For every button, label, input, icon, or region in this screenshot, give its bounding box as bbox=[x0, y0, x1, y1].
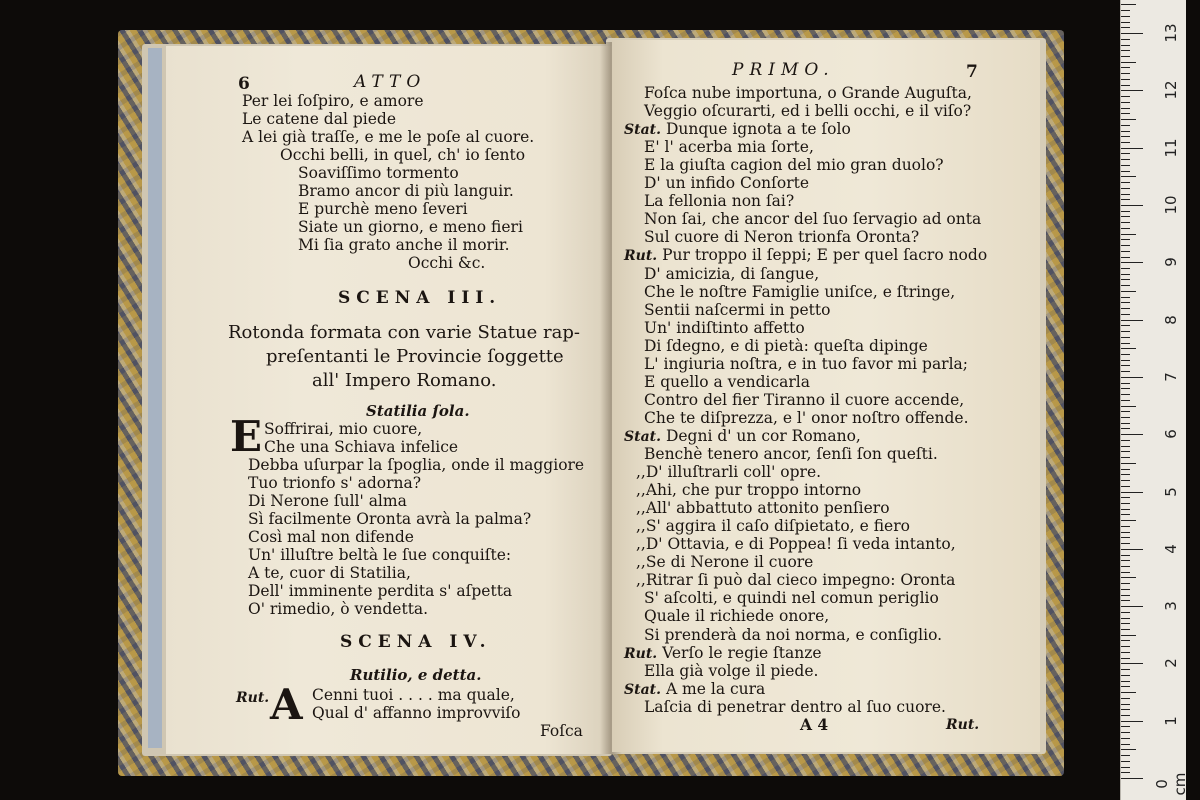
scene-heading: SCENA III. bbox=[338, 288, 502, 308]
ruler-tick bbox=[1121, 50, 1130, 51]
ruler-tick bbox=[1121, 446, 1130, 447]
ruler-tick bbox=[1121, 583, 1130, 584]
verse-line: E purchè meno ſeveri bbox=[298, 200, 468, 218]
dialogue-line bbox=[644, 84, 972, 102]
ruler-tick bbox=[1121, 354, 1130, 355]
ruler-tick bbox=[1121, 274, 1130, 275]
ruler-tick bbox=[1121, 302, 1130, 303]
dialogue-line bbox=[644, 662, 818, 680]
ruler-tick bbox=[1121, 239, 1130, 240]
ruler-tick bbox=[1121, 119, 1136, 120]
ruler-number: 11 bbox=[1162, 138, 1180, 158]
ruler-tick bbox=[1121, 400, 1130, 401]
ruler-tick bbox=[1121, 108, 1130, 109]
verse-line: Di Nerone ſull' alma bbox=[248, 492, 407, 510]
ruler-tick bbox=[1121, 480, 1130, 481]
line-text: ,,Ahi, che pur troppo intorno bbox=[636, 481, 862, 500]
ruler-tick bbox=[1121, 492, 1143, 493]
ruler-tick bbox=[1121, 440, 1130, 441]
character-list: Statilia ſola. bbox=[366, 402, 470, 420]
line-text: Si prenderà da noi norma, e conſiglio. bbox=[644, 625, 943, 644]
verse-line: Tuo trionfo s' adorna? bbox=[248, 474, 422, 492]
scene-heading: SCENA IV. bbox=[340, 632, 492, 652]
ruler-tick bbox=[1121, 27, 1130, 28]
ruler-tick bbox=[1121, 73, 1130, 74]
ruler-tick bbox=[1121, 618, 1130, 619]
running-head: ATTO bbox=[354, 72, 427, 92]
line-text: Ella già volge il piede. bbox=[644, 661, 819, 680]
right-page bbox=[612, 40, 1040, 752]
ruler-tick bbox=[1121, 228, 1130, 229]
ruler-tick bbox=[1121, 360, 1130, 361]
ruler-tick bbox=[1121, 537, 1130, 538]
ruler-tick bbox=[1121, 22, 1130, 23]
scene-description: all' Impero Romano. bbox=[312, 370, 497, 391]
line-text: E quello a vendicarla bbox=[644, 372, 810, 391]
ruler-tick bbox=[1121, 171, 1130, 172]
ruler-tick bbox=[1121, 469, 1130, 470]
ruler-tick bbox=[1121, 640, 1130, 641]
dialogue-line bbox=[644, 192, 794, 210]
ruler-tick bbox=[1121, 715, 1130, 716]
ruler-tick bbox=[1121, 285, 1130, 286]
line-text: Verſo le regie ſtanze bbox=[662, 643, 822, 662]
ruler-tick bbox=[1121, 388, 1130, 389]
ruler-tick bbox=[1121, 136, 1130, 137]
ruler-tick bbox=[1121, 606, 1143, 607]
line-text: Laſcia di penetrar dentro al ſuo cuore. bbox=[644, 697, 946, 716]
ruler-tick bbox=[1121, 131, 1130, 132]
ruler-tick bbox=[1121, 577, 1136, 578]
ruler-tick bbox=[1121, 279, 1130, 280]
ruler-tick bbox=[1121, 503, 1130, 504]
ruler-tick bbox=[1121, 297, 1130, 298]
dialogue-line bbox=[644, 319, 805, 337]
verse-line: O' rimedio, ò vendetta. bbox=[248, 600, 429, 618]
ruler-tick bbox=[1121, 343, 1130, 344]
line-text: Foſca nube importuna, o Grande Auguſta, bbox=[644, 84, 972, 102]
line-text: Quale il richiede onore, bbox=[644, 607, 830, 626]
ruler-tick bbox=[1121, 423, 1130, 424]
dialogue-line bbox=[644, 355, 968, 373]
ruler-tick bbox=[1121, 325, 1130, 326]
ruler-tick bbox=[1121, 113, 1130, 114]
ruler-tick bbox=[1121, 629, 1130, 630]
ruler-tick bbox=[1121, 555, 1130, 556]
ruler-tick bbox=[1121, 102, 1130, 103]
dialogue-line bbox=[636, 535, 956, 553]
ruler-tick bbox=[1121, 222, 1130, 223]
dialogue-line bbox=[644, 626, 942, 644]
ruler-tick bbox=[1121, 675, 1130, 676]
ruler-tick bbox=[1121, 589, 1130, 590]
line-text: Dunque ignota a te ſolo bbox=[665, 120, 851, 139]
ruler-unit-label: 0 cm bbox=[1153, 772, 1189, 796]
ruler-number: 4 bbox=[1162, 544, 1180, 554]
catchword: Rut. bbox=[946, 717, 980, 733]
ruler-tick bbox=[1121, 669, 1130, 670]
dialogue-line bbox=[636, 553, 813, 571]
verse-line: Bramo ancor di più languir. bbox=[298, 182, 514, 200]
ruler-tick bbox=[1121, 365, 1130, 366]
line-text: Un' indiſtinto affetto bbox=[644, 318, 805, 337]
verse-line: Soaviſſimo tormento bbox=[298, 164, 459, 182]
ruler-tick bbox=[1121, 148, 1143, 149]
ruler-tick bbox=[1121, 772, 1130, 773]
line-text: Degni d' un cor Romano, bbox=[665, 426, 861, 445]
ruler-tick bbox=[1121, 211, 1130, 212]
dialogue-line bbox=[644, 391, 964, 409]
verse-line: A lei già traſſe, e me le poſe al cuore. bbox=[242, 128, 535, 146]
ruler-tick bbox=[1121, 394, 1130, 395]
ruler-tick bbox=[1121, 142, 1130, 143]
ruler-tick bbox=[1121, 291, 1136, 292]
ruler-tick bbox=[1121, 532, 1130, 533]
verse-line: Che una Schiava infelice bbox=[264, 438, 459, 456]
ruler-tick bbox=[1121, 566, 1130, 567]
ruler-tick bbox=[1121, 692, 1136, 693]
ruler-tick bbox=[1121, 268, 1130, 269]
line-text: ,,All' abbattuto attonito penſiero bbox=[636, 499, 890, 518]
line-text: D' amicizia, di ſangue, bbox=[644, 264, 820, 283]
left-page bbox=[166, 46, 612, 754]
ruler-tick bbox=[1121, 245, 1130, 246]
ruler-tick bbox=[1121, 383, 1130, 384]
ruler-tick bbox=[1121, 90, 1143, 91]
ruler-number: 7 bbox=[1162, 372, 1180, 382]
ruler-number: 2 bbox=[1162, 658, 1180, 669]
line-text: Che le noſtre Famiglie uniſce, e ſtringe, bbox=[644, 282, 956, 301]
speaker-label: Rut. bbox=[624, 645, 658, 662]
ruler-tick bbox=[1121, 457, 1130, 458]
ruler-tick bbox=[1121, 308, 1130, 309]
ruler-tick bbox=[1121, 635, 1136, 636]
speaker-label: Rut. bbox=[236, 690, 270, 706]
dialogue-line bbox=[644, 607, 829, 625]
line-text: E la giuſta cagion del mio gran duolo? bbox=[644, 156, 944, 175]
ruler-tick bbox=[1121, 595, 1130, 596]
character-list: Rutilio, e detta. bbox=[350, 666, 482, 684]
line-text: ,,Se di Nerone il cuore bbox=[636, 553, 814, 572]
ruler-tick bbox=[1121, 125, 1130, 126]
speaker-label: Stat. bbox=[624, 122, 661, 139]
dialogue-line bbox=[644, 174, 809, 192]
line-text: Pur troppo il ſeppi; E per quel ſacro nodo bbox=[662, 246, 988, 265]
line-text: S' aſcolti, e quindi nel comun periglio bbox=[644, 589, 939, 608]
dialogue-line bbox=[644, 265, 819, 283]
ruler-tick bbox=[1121, 205, 1143, 206]
verse-line: Debba uſurpar la ſpoglia, onde il maggiore bbox=[248, 456, 585, 474]
ruler-tick bbox=[1121, 62, 1136, 63]
verse-line: Siate un giorno, e meno fieri bbox=[298, 218, 523, 236]
ruler-tick bbox=[1121, 182, 1130, 183]
ruler-tick bbox=[1121, 411, 1130, 412]
ruler-tick bbox=[1121, 406, 1136, 407]
verse-line: Mi ſia grato anche il morir. bbox=[298, 236, 510, 254]
ruler-tick bbox=[1121, 709, 1130, 710]
ruler-tick bbox=[1121, 744, 1130, 745]
ruler-tick bbox=[1121, 652, 1130, 653]
ruler-tick bbox=[1121, 165, 1130, 166]
line-text: Non ſai, che ancor del ſuo ſervagio ad onta bbox=[644, 210, 982, 229]
line-text: L' ingiuria noſtra, e in tuo favor mi parla; bbox=[644, 354, 969, 373]
ruler-tick bbox=[1121, 761, 1130, 762]
speaker-label: Stat. bbox=[624, 681, 661, 698]
verse-line: Sì facilmente Oronta avrà la palma? bbox=[248, 510, 532, 528]
ruler-tick bbox=[1121, 686, 1130, 687]
ruler-tick bbox=[1121, 451, 1130, 452]
line-text: Veggio oſcurarti, ed i belli occhi, e il viſo? bbox=[644, 102, 972, 121]
ruler-tick bbox=[1121, 176, 1136, 177]
ruler-tick bbox=[1121, 767, 1130, 768]
dialogue-line bbox=[644, 698, 946, 716]
dialogue-line bbox=[644, 210, 981, 228]
verse-line: Per lei ſoſpiro, e amore bbox=[242, 92, 424, 110]
ruler-tick bbox=[1121, 4, 1136, 5]
ruler-tick bbox=[1121, 199, 1130, 200]
verse-line: Qual d' affanno improvviſo bbox=[312, 704, 521, 722]
ruler-tick bbox=[1121, 314, 1130, 315]
line-text: Sentii naſcermi in petto bbox=[644, 300, 831, 319]
verse-line: Dell' imminente perdita s' aſpetta bbox=[248, 582, 513, 600]
ruler-tick bbox=[1121, 474, 1130, 475]
verse-line: Occhi &c. bbox=[408, 254, 486, 272]
ruler-tick bbox=[1121, 188, 1130, 189]
ruler-tick bbox=[1121, 623, 1130, 624]
ruler-tick bbox=[1121, 704, 1130, 705]
line-text: A me la cura bbox=[665, 679, 766, 698]
line-text: ,,D' illuſtrarli coll' opre. bbox=[636, 463, 822, 482]
ruler-tick bbox=[1121, 721, 1143, 722]
line-text: ,,Ritrar ſi può dal cieco impegno: Oronta bbox=[636, 571, 956, 590]
ruler-tick bbox=[1121, 749, 1136, 750]
ruler-tick bbox=[1121, 45, 1130, 46]
ruler-tick bbox=[1121, 658, 1130, 659]
dialogue-line bbox=[624, 120, 851, 139]
dialogue-line bbox=[636, 463, 821, 481]
line-text: Sul cuore di Neron trionfa Oronta? bbox=[644, 228, 920, 247]
ruler-tick bbox=[1121, 96, 1130, 97]
ruler-tick bbox=[1121, 371, 1130, 372]
ruler-number: 10 bbox=[1162, 195, 1180, 215]
dialogue-line bbox=[644, 138, 814, 156]
ruler-tick bbox=[1121, 85, 1130, 86]
dialogue-line bbox=[644, 102, 971, 120]
dialogue-line bbox=[644, 228, 919, 246]
ruler-tick bbox=[1121, 526, 1130, 527]
left-page-edge bbox=[148, 48, 162, 748]
dialogue-line bbox=[624, 680, 765, 699]
drop-cap: A bbox=[270, 680, 303, 729]
ruler-tick bbox=[1121, 560, 1130, 561]
ruler-number: 3 bbox=[1162, 601, 1180, 611]
running-head: PRIMO. bbox=[732, 60, 835, 80]
ruler-tick bbox=[1121, 778, 1143, 779]
verse-line: Cenni tuoi . . . . ma quale, bbox=[312, 686, 515, 704]
ruler-tick bbox=[1121, 320, 1143, 321]
ruler-tick bbox=[1121, 663, 1143, 664]
ruler-tick bbox=[1121, 732, 1130, 733]
ruler-number: 6 bbox=[1162, 429, 1180, 439]
dialogue-line bbox=[644, 156, 944, 174]
ruler-tick bbox=[1121, 600, 1130, 601]
ruler-tick bbox=[1121, 251, 1130, 252]
ruler-tick bbox=[1121, 572, 1130, 573]
dialogue-line bbox=[636, 481, 861, 499]
ruler-tick bbox=[1121, 33, 1143, 34]
ruler-tick bbox=[1121, 681, 1130, 682]
ruler-tick bbox=[1121, 16, 1130, 17]
ruler-tick bbox=[1121, 417, 1130, 418]
ruler-tick bbox=[1121, 520, 1136, 521]
catchword: Foſca bbox=[540, 722, 583, 740]
dialogue-line bbox=[636, 499, 890, 517]
verse-line: Le catene dal piede bbox=[242, 110, 396, 128]
ruler-tick bbox=[1121, 262, 1143, 263]
speaker-label: Stat. bbox=[624, 428, 661, 445]
dialogue-line bbox=[636, 517, 910, 535]
ruler-number: 12 bbox=[1162, 80, 1180, 100]
page-number: 7 bbox=[966, 62, 978, 82]
ruler-tick bbox=[1121, 159, 1130, 160]
dialogue-line bbox=[624, 246, 987, 265]
ruler-tick bbox=[1121, 726, 1130, 727]
ruler-tick bbox=[1121, 39, 1130, 40]
ruler-tick bbox=[1121, 348, 1136, 349]
ruler-tick bbox=[1121, 216, 1130, 217]
ruler-tick bbox=[1121, 67, 1130, 68]
line-text: ,,D' Ottavia, e di Poppea! ſi veda intanto, bbox=[636, 535, 956, 554]
line-text: D' un infido Conſorte bbox=[644, 174, 810, 193]
speaker-label: Rut. bbox=[624, 248, 658, 265]
line-text: ,,S' aggira il caſo diſpietato, e fiero bbox=[636, 517, 910, 536]
ruler-number: 9 bbox=[1162, 257, 1180, 268]
page-number: 6 bbox=[238, 74, 250, 94]
ruler-tick bbox=[1121, 153, 1130, 154]
ruler-tick bbox=[1121, 612, 1130, 613]
ruler-tick bbox=[1121, 549, 1143, 550]
line-text: La fellonia non ſai? bbox=[644, 192, 795, 211]
dialogue-line bbox=[624, 427, 861, 446]
ruler-tick bbox=[1121, 79, 1130, 80]
ruler-number: 1 bbox=[1162, 715, 1180, 726]
verse-line: A te, cuor di Statilia, bbox=[248, 564, 411, 582]
ruler-tick bbox=[1121, 337, 1130, 338]
verse-line: Un' illuſtre beltà le ſue conquiſte: bbox=[248, 546, 512, 564]
dialogue-line bbox=[624, 644, 822, 663]
ruler-tick bbox=[1121, 331, 1130, 332]
ruler-number: 5 bbox=[1162, 486, 1180, 497]
dialogue-line bbox=[644, 445, 938, 463]
ruler-tick bbox=[1121, 497, 1130, 498]
dialogue-line bbox=[644, 589, 939, 607]
ruler-tick bbox=[1121, 234, 1136, 235]
ruler-tick bbox=[1121, 646, 1130, 647]
dialogue-line bbox=[644, 301, 830, 319]
dialogue-line bbox=[644, 283, 955, 301]
line-text: E' l' acerba mia ſorte, bbox=[644, 138, 814, 157]
ruler-tick bbox=[1121, 56, 1130, 57]
verse-line: Occhi belli, in quel, ch' io ſento bbox=[280, 146, 526, 164]
dialogue-line bbox=[644, 337, 928, 355]
measuring-ruler bbox=[1120, 0, 1189, 800]
ruler-tick bbox=[1121, 428, 1130, 429]
line-text: Benchè tenero ancor, ſenſi ſon queſti. bbox=[644, 445, 938, 463]
scene-description: preſentanti le Provincie ſoggette bbox=[266, 346, 564, 367]
ruler-tick bbox=[1121, 543, 1130, 544]
drop-cap: E bbox=[230, 412, 263, 461]
ruler-tick bbox=[1121, 377, 1143, 378]
ruler-number: 13 bbox=[1162, 23, 1180, 43]
ruler-tick bbox=[1121, 10, 1130, 11]
ruler-tick bbox=[1121, 698, 1130, 699]
signature-mark: A 4 bbox=[800, 715, 829, 734]
line-text: Di ſdegno, e di pietà: queſta dipinge bbox=[644, 336, 928, 355]
verse-line: Soffrirai, mio cuore, bbox=[264, 420, 423, 438]
ruler-tick bbox=[1121, 514, 1130, 515]
scene-description: Rotonda formata con varie Statue rap- bbox=[228, 322, 580, 343]
ruler-tick bbox=[1121, 486, 1130, 487]
ruler-tick bbox=[1121, 463, 1136, 464]
ruler-tick bbox=[1121, 434, 1143, 435]
line-text: Contro del fier Tiranno il cuore accende, bbox=[644, 390, 965, 409]
ruler-tick bbox=[1121, 738, 1130, 739]
ruler-tick bbox=[1121, 194, 1130, 195]
ruler-number: 8 bbox=[1162, 314, 1180, 325]
dialogue-line bbox=[644, 409, 969, 427]
line-text: Che te diſprezza, e l' onor noſtro offende. bbox=[644, 408, 969, 427]
ruler-tick bbox=[1121, 509, 1130, 510]
ruler-tick bbox=[1121, 755, 1130, 756]
ruler-tick bbox=[1121, 257, 1130, 258]
dialogue-line bbox=[644, 373, 810, 391]
dialogue-line bbox=[636, 571, 955, 589]
verse-line: Così mal non difende bbox=[248, 528, 414, 546]
